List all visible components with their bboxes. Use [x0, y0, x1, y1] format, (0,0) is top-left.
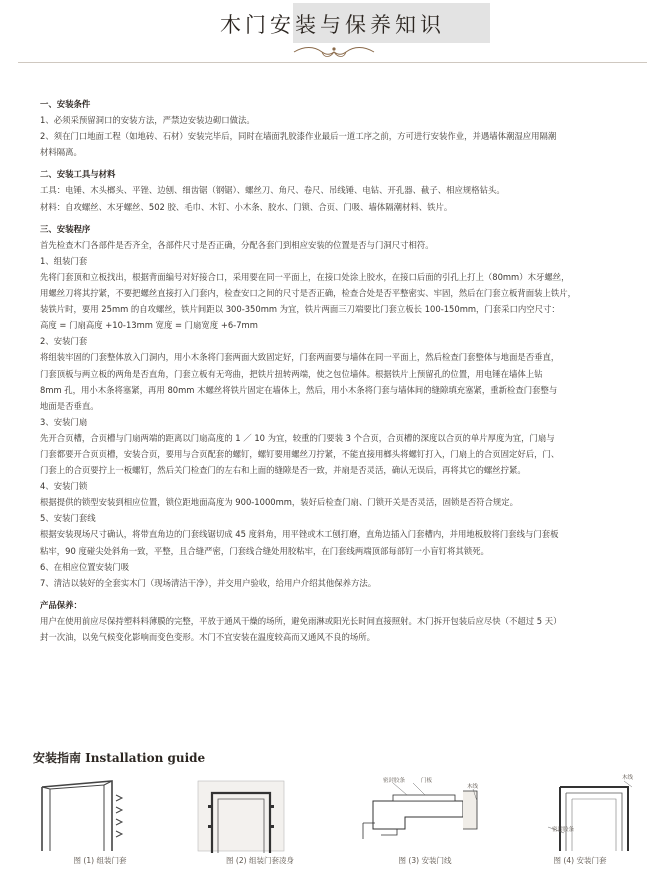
text-line: 先开合页槽，合页槽与门扇两端的距离以门扇高度的 1 ／ 10 为宜，较重的门要装 3 个合页，合页槽的深度以合页的单片厚度为宜，门扇与	[40, 432, 555, 443]
text-line: 封一次油，以免气候变化影响而变色变形。木门不宜安装在温度较高而又通风不良的场所。	[40, 632, 375, 642]
text-line: 工具：电锤、木头榔头、平锉、边刨、细齿锯（钢锯）、螺丝刀、角尺、卷尺、吊线锤、电钻、开孔器、截子、相应规格钻头。	[40, 185, 505, 196]
step-title: 7、清洁以装好的全套实木门（现场清洁干净），并交用户验收，给用户介绍其他保养方法。	[40, 577, 377, 588]
text-line: 将组装牢固的门套整体放入门洞内，用小木条将门套两面大致固定好，门套两面要与墙体在同一平面上，然后检查门套整体与地面是否垂直，	[40, 352, 560, 363]
text-line: 材料：自攻螺丝、木牙螺丝、502 胶、毛巾、木钉、小木条、胶水、门锁、合页、门吸、墙体隔潮材料、铁片。	[40, 201, 453, 212]
figure-2	[180, 773, 340, 883]
text-line: 门套顶板与两立板的两角是否直角，门套立板有无弯曲，把铁片扭转两端，使之包位墙体。根据铁片上预留孔的位置，用电锤在墙体上钻	[40, 368, 543, 379]
text-line: 首先检查木门各部件是否齐全，各部件尺寸是否正确，分配各套门到相应安装的位置是否与门洞尺寸相符。	[40, 239, 434, 250]
step-title: 2、安装门套	[40, 336, 88, 347]
section-heading: 产品保养：	[40, 599, 82, 610]
step-title: 4、安装门锁	[40, 481, 88, 492]
label-seal-strip: 密封胶条	[383, 778, 406, 784]
text-line: 材料隔离。	[40, 147, 82, 158]
page-title: 木门安装与保养知识	[220, 13, 445, 37]
section-heading: 一、安装条件	[40, 99, 91, 109]
figure-1	[20, 773, 180, 883]
label-trim: 木线	[622, 775, 634, 781]
step-title: 1、组装门套	[40, 255, 88, 266]
text-line: 地面是否垂直。	[40, 400, 99, 411]
text-line: 根据安装现场尺寸确认，将带直角边的门套线锯切成 45 度斜角，用平锉或木工刨打磨，直角边插入门套槽内，并用地板胶将门套线与门套板	[40, 529, 559, 540]
figure-caption: 图 (2) 组装门套凌身	[226, 856, 294, 865]
label-trim: 木线	[467, 784, 479, 790]
text-line: 先将门套顶和立板找出，根据背面编号对好接合口，采用要在同一平面上，在接口处涂上胶水，在接口后面的引孔上打上（80mm）木牙螺丝，	[40, 271, 570, 282]
text-line: 根据提供的锁型安装到相应位置，锁位距地面高度为 900-1000mm，装好后检查门扇、门锁开关是否灵活，固锁是否符合规定。	[40, 497, 519, 508]
frame-in-opening-illustration	[180, 773, 340, 853]
text-line: 门套上的合页要拧上一板螺钉，然后关门检查门的左右和上面的缝隙是否一致，并扇是否灵活，确认无误后，再将其它的螺丝拧紧。	[40, 465, 526, 476]
step-title: 3、安装门扇	[40, 416, 88, 427]
header-rule	[18, 62, 647, 63]
guide-title: 安装指南 Installation guide	[33, 751, 206, 765]
header	[0, 0, 665, 62]
document-body	[40, 96, 648, 645]
figure-3	[345, 773, 505, 883]
text-line: 1、必须采预留洞口的安装方法，严禁边安装边砌口做法。	[40, 115, 255, 126]
casing-trim-illustration	[345, 773, 505, 853]
figure-caption: 图 (1) 组装门套	[73, 856, 127, 865]
figure-caption: 图 (3) 安装门线	[398, 856, 452, 865]
text-line: 8mm 孔，用小木条将塞紧，再用 80mm 木螺丝将铁片固定在墙体上，然后，用小木条将门套与墙体间的缝隙填充塞紧，重新检查门套整与	[40, 384, 558, 395]
ornament-icon	[292, 44, 376, 60]
text-line: 用户在使用前应尽保持塑料料薄膜的完整，平放于通风干燥的场所，避免雨淋或阳光长时间直接照射。木门拆开包装后应尽快（不超过 5 天）	[40, 615, 562, 626]
section-heading: 三、安装程序	[40, 223, 91, 234]
text-line: 2、须在门口地面工程（如地砖、石材）安装完毕后，同时在墙面乳胶漆作业最后一道工序之前，方可进行安装作业，并遇墙体潮湿应用隔潮	[40, 131, 557, 142]
label-seal-strip: 密封胶条	[552, 827, 575, 833]
step-title: 5、安装门套线	[40, 513, 96, 524]
section-heading: 二、安装工具与材料	[40, 169, 116, 180]
text-line: 高度 = 门扇高度 +10-13mm 宽度 = 门扇宽度 +6-7mm	[40, 320, 258, 331]
figure-4	[500, 773, 660, 883]
text-line: 用螺丝刀将其拧紧，不要把螺丝直接打入门套内，检查安口之间的尺寸是否正确，检查合处是否平整密实、牢固，然后在门套立板背面装上铁片，	[40, 288, 576, 299]
door-frame-assembly-illustration	[20, 773, 180, 853]
label-door-panel: 门板	[421, 778, 433, 784]
text-line: 装铁片时，要用 25mm 的自攻螺丝，铁片间距以 300-350mm 为宜，铁片两面三刀端要比门套立板长 100-150mm，门套采口内空尺寸：	[40, 304, 560, 315]
text-line: 门套都要开合页页槽，安装合页，要用与合页配套的螺钉，螺钉要用螺丝刀拧紧，不能直接用榔头将螺钉打入，门扇上的合页固定好后，门、	[40, 448, 560, 459]
frame-installation-illustration	[500, 773, 660, 853]
text-line: 粘牢，90 度碰尖处斜角一致，平整，且合缝严密，门套线合缝处用胶粘牢，在门套线两端顶部每部钉一小盲钉将其锁死。	[40, 545, 489, 556]
figure-caption: 图 (4) 安装门套	[553, 856, 607, 865]
step-title: 6、在相应位置安装门吸	[40, 561, 130, 572]
